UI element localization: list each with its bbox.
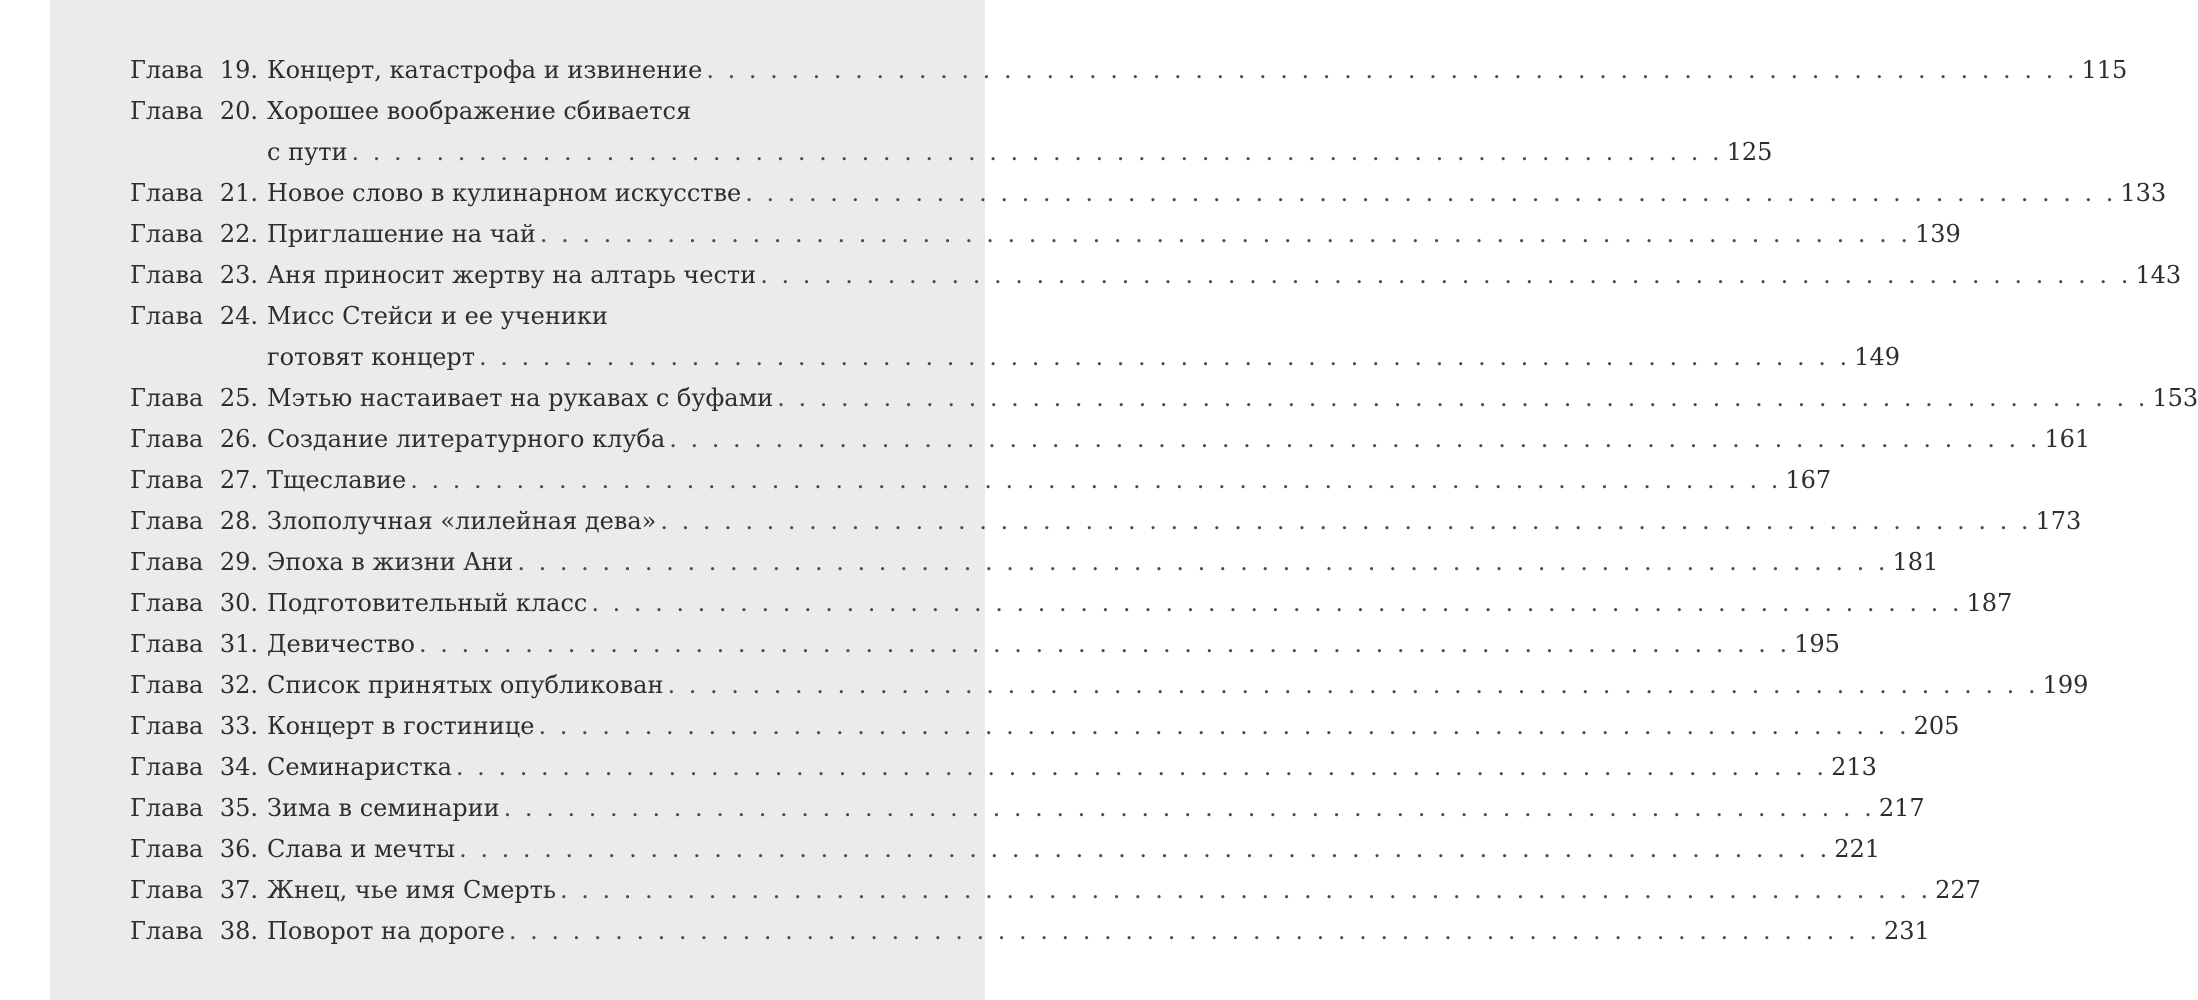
chapter-number: 21. <box>219 179 258 207</box>
chapter-title-block <box>267 665 2088 706</box>
chapter-title: Слава и мечты <box>267 835 456 863</box>
chapter-title-line <box>267 460 1831 501</box>
chapter-title-line <box>267 378 2198 419</box>
chapter-label: Глава <box>130 589 204 617</box>
chapter-title-line <box>267 665 2088 706</box>
page-number: 133 <box>2120 179 2167 207</box>
chapter-title-line <box>267 214 1961 255</box>
chapter-number: 36. <box>219 835 258 863</box>
chapter-number: 37. <box>219 876 258 904</box>
dot-leader <box>538 706 1909 747</box>
chapter-title-block <box>267 870 1981 911</box>
dot-leader <box>351 132 1722 173</box>
chapter-label: Глава <box>130 179 204 207</box>
chapter-title: Зима в семинарии <box>267 794 500 822</box>
chapter-number: 35. <box>219 794 258 822</box>
dot-leader <box>540 214 1911 255</box>
chapter-title-line <box>267 173 2166 214</box>
chapter-label: Глава <box>130 97 204 125</box>
page-number: 227 <box>1935 876 1981 904</box>
chapter-label: Глава <box>130 548 204 576</box>
chapter-title: Мисс Стейси и ее ученики <box>267 302 608 330</box>
book-page <box>50 0 2198 1000</box>
chapter-title-block <box>267 747 1877 788</box>
dot-leader <box>777 378 2148 419</box>
chapter-number: 25. <box>219 384 258 412</box>
chapter-title-block <box>267 255 2181 296</box>
chapter-title: Концерт, катастрофа и извинение <box>267 56 703 84</box>
dot-leader <box>504 788 1875 829</box>
page-number: 173 <box>2035 507 2082 535</box>
toc-entry <box>130 870 1981 911</box>
dot-leader <box>509 911 1880 952</box>
dot-leader <box>419 624 1790 665</box>
chapter-label: Глава <box>130 466 204 494</box>
page-number: 217 <box>1878 794 1925 822</box>
chapter-title-line <box>267 296 1900 337</box>
toc-entry <box>130 583 2013 624</box>
chapter-number: 28. <box>219 507 258 535</box>
chapter-label: Глава <box>130 753 204 781</box>
toc-entry <box>130 173 2167 214</box>
chapter-number: 22. <box>219 220 258 248</box>
dot-leader <box>706 50 2077 91</box>
chapter-number: 29. <box>219 548 258 576</box>
toc-entry <box>130 665 2089 706</box>
chapter-title-line <box>267 501 2081 542</box>
dot-leader <box>760 255 2131 296</box>
dot-leader <box>410 460 1781 501</box>
chapter-title-block <box>267 91 1772 173</box>
chapter-label: Глава <box>130 384 204 412</box>
chapter-title-line <box>267 870 1981 911</box>
page-number: 115 <box>2081 56 2128 84</box>
dot-leader <box>459 829 1830 870</box>
chapter-title: Злополучная «лилейная дева» <box>267 507 657 535</box>
chapter-title-line <box>267 542 1938 583</box>
dot-leader <box>517 542 1888 583</box>
chapter-title-line <box>267 583 2012 624</box>
chapter-number: 27. <box>219 466 258 494</box>
chapter-label: Глава <box>130 261 204 289</box>
page-number: 213 <box>1831 753 1877 781</box>
chapter-title: Тщеславие <box>267 466 407 494</box>
toc-entry <box>130 296 1900 378</box>
page-number: 167 <box>1785 466 1832 494</box>
chapter-title-line <box>267 706 1959 747</box>
toc-entry <box>130 378 2198 419</box>
page-number: 195 <box>1794 630 1840 658</box>
chapter-title: Хорошее воображение сбивается <box>267 97 692 125</box>
chapter-label: Глава <box>130 835 204 863</box>
chapter-label: Глава <box>130 630 204 658</box>
page-number: 181 <box>1892 548 1939 576</box>
toc-entry <box>130 255 2182 296</box>
chapter-label: Глава <box>130 302 204 330</box>
page-number: 205 <box>1913 712 1960 740</box>
dot-leader <box>456 747 1827 788</box>
page-number: 153 <box>2152 384 2198 412</box>
page-number: 221 <box>1834 835 1881 863</box>
chapter-number: 32. <box>219 671 258 699</box>
chapter-title: с пути <box>267 138 348 166</box>
chapter-title-line <box>267 911 1930 952</box>
chapter-title-block <box>267 788 1925 829</box>
chapter-number: 19. <box>219 56 258 84</box>
chapter-title-block <box>267 501 2081 542</box>
chapter-title-line <box>267 50 2127 91</box>
chapter-title: Эпоха в жизни Ани <box>267 548 514 576</box>
chapter-label: Глава <box>130 917 204 945</box>
dot-leader <box>660 501 2031 542</box>
chapter-number: 34. <box>219 753 258 781</box>
chapter-number: 23. <box>219 261 258 289</box>
dot-leader <box>667 665 2038 706</box>
chapter-title-block <box>267 296 1900 378</box>
chapter-title-block <box>267 542 1938 583</box>
page-number: 149 <box>1854 343 1900 371</box>
toc-entry <box>130 747 1877 788</box>
chapter-title-line <box>267 255 2181 296</box>
chapter-label: Глава <box>130 794 204 822</box>
page-number: 125 <box>1726 138 1773 166</box>
chapter-title-line <box>267 132 1772 173</box>
chapter-label: Глава <box>130 56 204 84</box>
chapter-title: Девичество <box>267 630 415 658</box>
chapter-title-block <box>267 378 2198 419</box>
chapter-title: Подготовительный класс <box>267 589 588 617</box>
dot-leader <box>669 419 2040 460</box>
page-number: 143 <box>2135 261 2182 289</box>
chapter-title: Мэтью настаивает на рукавах с буфами <box>267 384 774 412</box>
chapter-title: Жнец, чье имя Смерть <box>267 876 556 904</box>
chapter-title-line <box>267 91 1772 132</box>
chapter-label: Глава <box>130 220 204 248</box>
page-number: 139 <box>1915 220 1961 248</box>
chapter-number: 31. <box>219 630 258 658</box>
chapter-title-line <box>267 747 1877 788</box>
chapter-title-block <box>267 419 2090 460</box>
chapter-number: 30. <box>219 589 258 617</box>
chapter-title-block <box>267 911 1930 952</box>
chapter-number: 24. <box>219 302 258 330</box>
chapter-number: 20. <box>219 97 258 125</box>
chapter-label: Глава <box>130 425 204 453</box>
toc-entry <box>130 50 2128 91</box>
toc-entry <box>130 460 1832 501</box>
chapter-title-block <box>267 214 1961 255</box>
toc-entry <box>130 829 1881 870</box>
dot-leader <box>745 173 2116 214</box>
chapter-title: Список принятых опубликован <box>267 671 664 699</box>
toc-entry <box>130 542 1939 583</box>
chapter-number: 26. <box>219 425 258 453</box>
chapter-title-line <box>267 829 1880 870</box>
toc-entry <box>130 501 2082 542</box>
toc-entry <box>130 91 1773 173</box>
chapter-title-block <box>267 50 2127 91</box>
toc-entry <box>130 214 1961 255</box>
chapter-title-line <box>267 419 2090 460</box>
page-number: 161 <box>2044 425 2091 453</box>
dot-leader <box>591 583 1962 624</box>
page-number: 199 <box>2042 671 2089 699</box>
chapter-title-block <box>267 829 1880 870</box>
chapter-title-block <box>267 624 1840 665</box>
toc-entry <box>130 419 2091 460</box>
chapter-title-line <box>267 788 1925 829</box>
page-number: 187 <box>1966 589 2013 617</box>
chapter-title-block <box>267 706 1959 747</box>
chapter-title: Поворот на дороге <box>267 917 505 945</box>
chapter-number: 38. <box>219 917 258 945</box>
chapter-title: Семинаристка <box>267 753 452 781</box>
toc-entry <box>130 788 1925 829</box>
chapter-number: 33. <box>219 712 258 740</box>
dot-leader <box>560 870 1931 911</box>
page-number: 231 <box>1883 917 1930 945</box>
toc-entry <box>130 911 1930 952</box>
chapter-title: Новое слово в кулинарном искусстве <box>267 179 742 207</box>
chapter-title: Концерт в гостинице <box>267 712 535 740</box>
table-of-contents <box>130 50 2198 952</box>
toc-entry <box>130 706 1960 747</box>
chapter-label: Глава <box>130 671 204 699</box>
chapter-title: Приглашение на чай <box>267 220 536 248</box>
toc-entry <box>130 624 1840 665</box>
chapter-title-line <box>267 624 1840 665</box>
dot-leader <box>479 337 1850 378</box>
chapter-title-block <box>267 173 2166 214</box>
chapter-title: Аня приносит жертву на алтарь чести <box>267 261 757 289</box>
chapter-title-block <box>267 583 2012 624</box>
chapter-label: Глава <box>130 876 204 904</box>
chapter-title-block <box>267 460 1831 501</box>
chapter-label: Глава <box>130 507 204 535</box>
chapter-title: готовят концерт <box>267 343 476 371</box>
chapter-label: Глава <box>130 712 204 740</box>
chapter-title-line <box>267 337 1900 378</box>
chapter-title: Создание литературного клуба <box>267 425 666 453</box>
